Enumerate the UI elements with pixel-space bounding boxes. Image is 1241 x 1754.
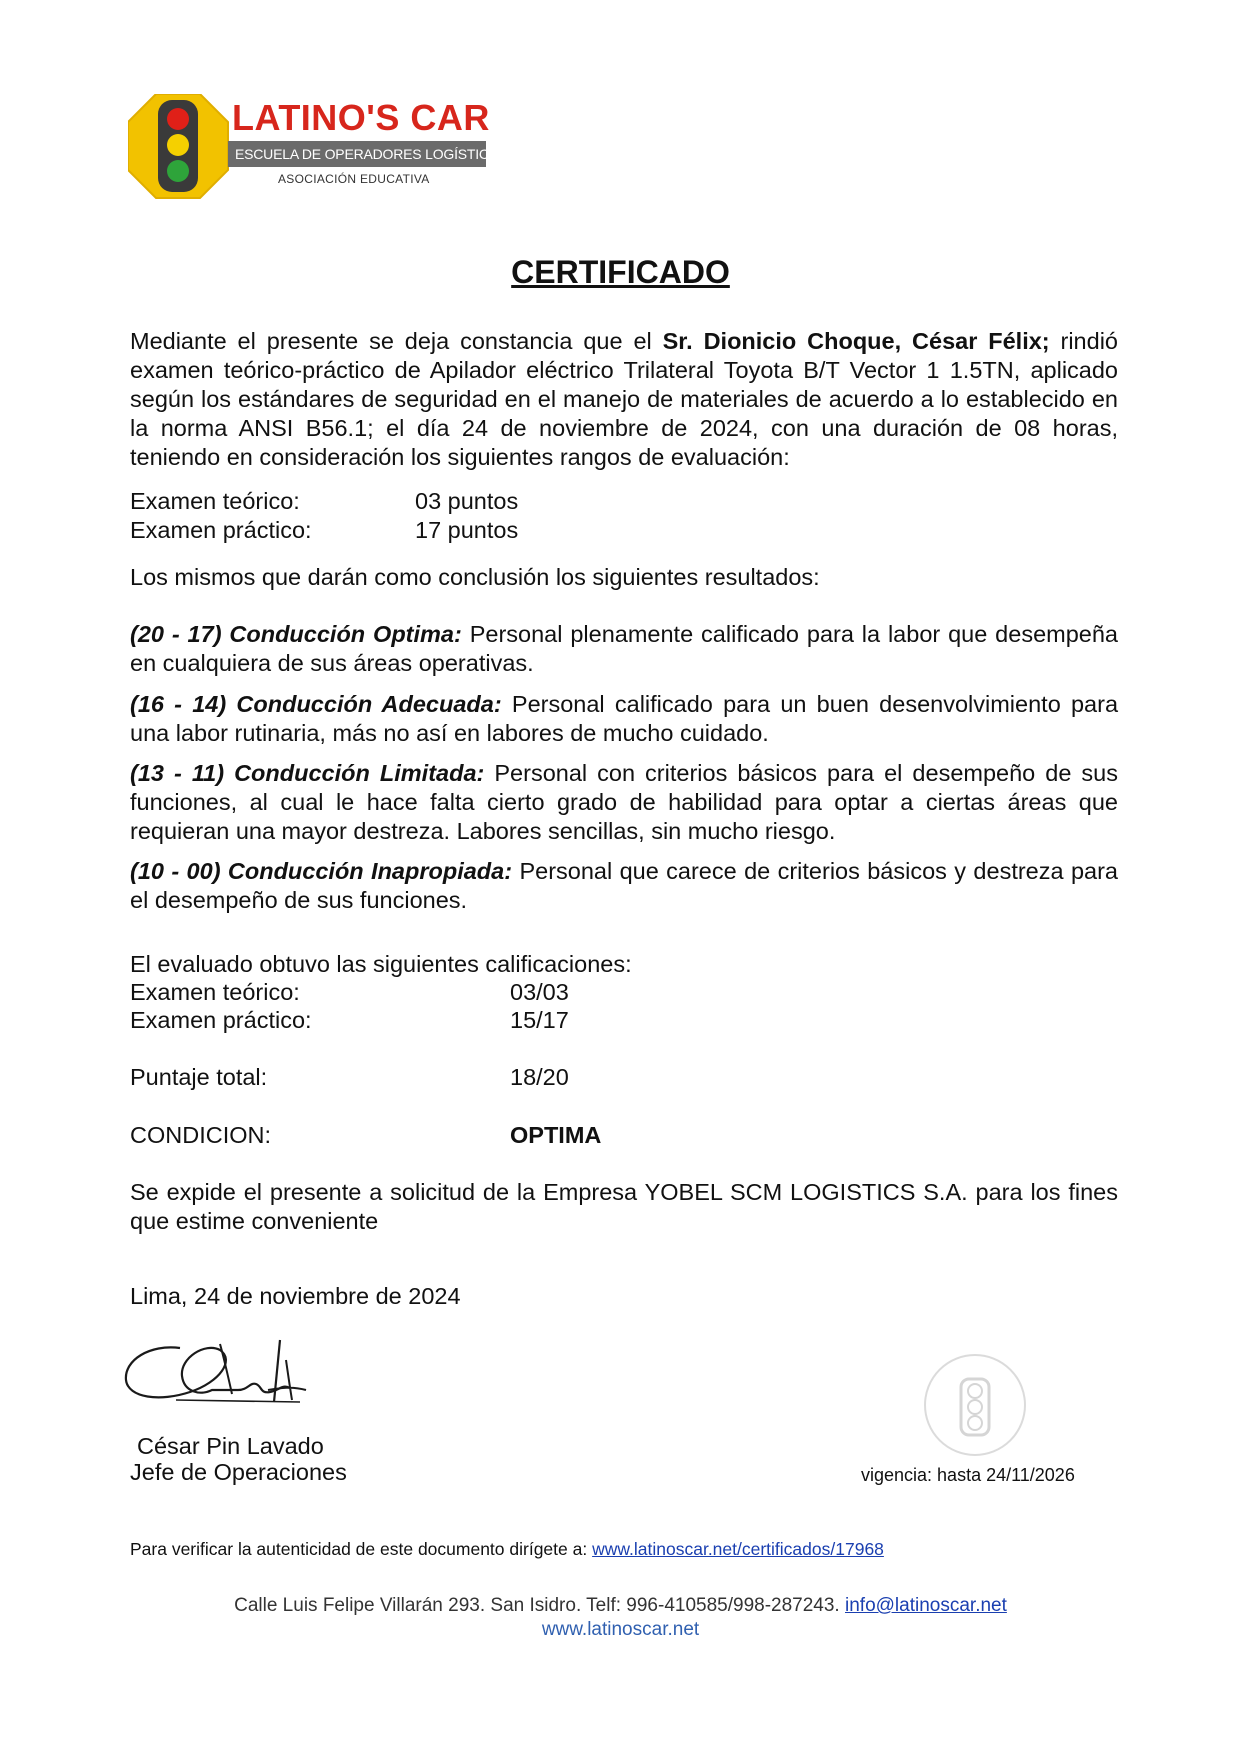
verify-line (130, 1538, 884, 1560)
grade-theory-value: 03/03 (510, 979, 569, 1005)
grade-practice-label: Examen práctico: (130, 1007, 312, 1033)
range-title: (16 - 14) Conducción Adecuada: (130, 691, 502, 717)
intro-paragraph (130, 327, 1118, 472)
condition-label: CONDICION: (130, 1122, 271, 1148)
signer-name: César Pin Lavado (137, 1433, 324, 1459)
grades-intro: El evaluado obtuvo las siguientes calificaciones: (130, 951, 632, 977)
grade-theory-label: Examen teórico: (130, 979, 300, 1005)
verify-text: Para verificar la autenticidad de este documento dirígete a: (130, 1539, 593, 1559)
points-practice-label: Examen práctico: (130, 517, 312, 543)
footer-address: Calle Luis Felipe Villarán 293. San Isidro. Telf: 996-410585/998-287243. (234, 1595, 845, 1616)
grade-practice-value: 15/17 (510, 1007, 569, 1033)
intro-part2: rindió examen teórico-práctico de Apilador eléctrico Trilateral Toyota B/T Vector 1 1.5TN, aplicado según los estándares de seguridad en el manejo de materiales de acuerdo a lo establecido en la norma ANSI B56.1; el día 24 de noviembre de 2024, con una duración de 08 horas, teniendo en consideración los siguientes rangos de evaluación: (130, 328, 1118, 470)
range-text: Personal plenamente calificado para la labor que desempeña en cualquiera de sus áreas operativas. (130, 621, 1118, 676)
intro-part1: Mediante el presente se deja constancia que el (130, 328, 663, 354)
faded-stamp (915, 1345, 1035, 1465)
issued-paragraph: Se expide el presente a solicitud de la Empresa YOBEL SCM LOGISTICS S.A. para los fines que estime conveniente (130, 1179, 1118, 1234)
points-theory-value: 03 puntos (415, 488, 519, 514)
footer-website[interactable]: www.latinoscar.net (541, 1619, 700, 1640)
student-name: Sr. Dionicio Choque, César Félix; (662, 328, 1050, 354)
place-date: Lima, 24 de noviembre de 2024 (130, 1283, 461, 1309)
range-text: Personal que carece de criterios básicos y destreza para el desempeño de sus funciones. (130, 858, 1118, 913)
range-inapropiada (130, 857, 1118, 915)
range-limitada (130, 759, 1118, 846)
conclusion-intro: Los mismos que darán como conclusión los siguientes resultados: (130, 564, 820, 590)
grade-total-value: 18/20 (510, 1064, 569, 1090)
condition-value: OPTIMA (510, 1122, 602, 1148)
range-title: (20 - 17) Conducción Optima: (130, 621, 462, 647)
range-title: (13 - 11) Conducción Limitada: (130, 760, 485, 786)
grade-total-label: Puntaje total: (130, 1064, 268, 1090)
range-adecuada (130, 690, 1118, 748)
footer-email-link[interactable]: info@latinoscar.net (845, 1595, 1007, 1616)
brand-subtitle: ESCUELA DE OPERADORES LOGÍSTICOS (235, 146, 509, 162)
points-theory-label: Examen teórico: (130, 488, 300, 514)
points-practice-value: 17 puntos (415, 517, 519, 543)
validity-text: vigencia: hasta 24/11/2026 (861, 1465, 1075, 1485)
range-text: Personal calificado para un buen desenvolvimiento para una labor rutinaria, más no así en labores de mucho cuidado. (130, 691, 1119, 746)
range-text: Personal con criterios básicos para el desempeño de sus funciones, al cual le hace falta cierto grado de habilidad para optar a ciertas áreas que requieran una mayor destreza. Labores sencillas, sin mucho riesgo. (130, 760, 1118, 844)
brand-association: ASOCIACIÓN EDUCATIVA (278, 172, 430, 186)
verify-link[interactable]: www.latinoscar.net/certificados/17968 (592, 1539, 884, 1559)
footer-address-line (0, 1594, 1241, 1618)
range-optima (130, 620, 1118, 678)
range-title: (10 - 00) Conducción Inapropiada: (130, 858, 513, 884)
signature-image (120, 1330, 340, 1425)
signer-role: Jefe de Operaciones (130, 1459, 347, 1485)
certificate-title: CERTIFICADO (511, 254, 730, 290)
brand-name: LATINO'S CAR (232, 97, 490, 138)
